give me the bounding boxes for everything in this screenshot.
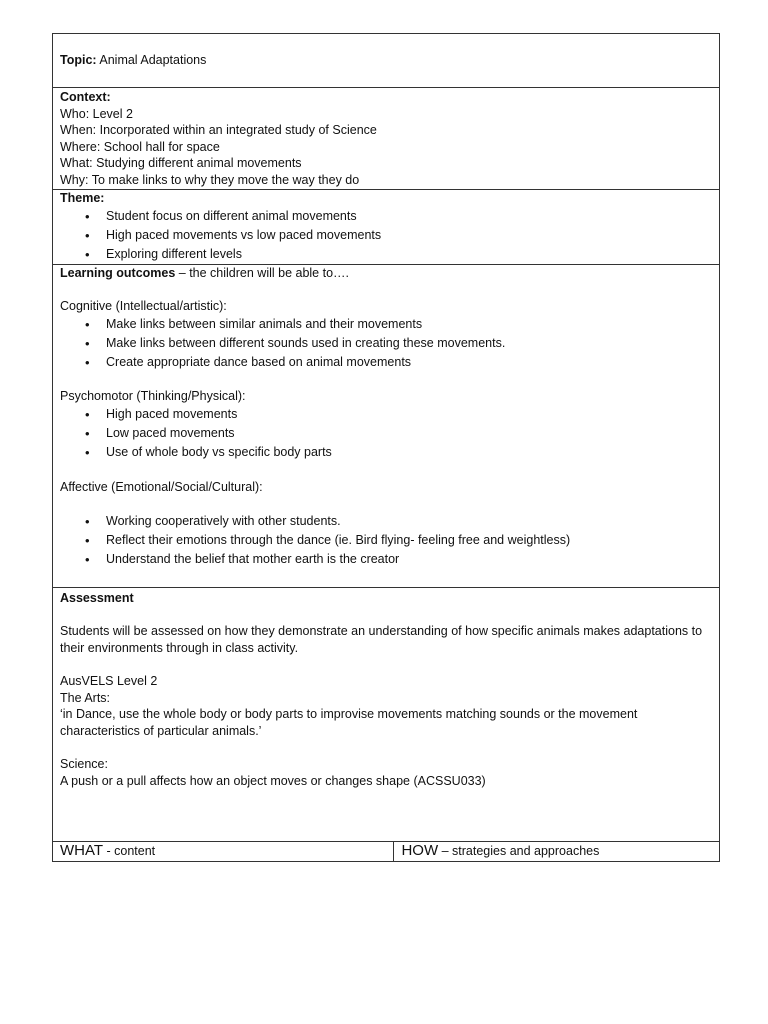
context-heading: Context: (60, 90, 111, 104)
outcomes-heading: Learning outcomes (60, 266, 176, 280)
topic-label: Topic: (60, 53, 97, 68)
theme-heading: Theme: (60, 191, 105, 205)
what-cell (53, 842, 394, 862)
cognitive-title: Cognitive (Intellectual/artistic): (60, 299, 227, 314)
how-cell (394, 842, 720, 862)
affective-item: • Working cooperatively with other students. (106, 512, 712, 531)
context-row (53, 88, 720, 190)
psychomotor-item: • Use of whole body vs specific body parts (106, 443, 712, 462)
theme-row (53, 190, 720, 265)
context-cell (53, 88, 720, 190)
assessment-cell (53, 588, 720, 842)
assessment-text: Students will be assessed on how they demonstrate an understanding of how specific animals makes adaptations to their environments through in class activity. (60, 624, 703, 655)
affective-item: • Understand the belief that mother earth is the creator (106, 550, 712, 569)
ausvels-label: AusVELS Level 2 (60, 673, 158, 688)
what-rest: - content (103, 844, 156, 859)
theme-item: • Exploring different levels (106, 245, 712, 264)
psychomotor-list (60, 405, 712, 462)
topic-value: Animal Adaptations (99, 53, 207, 68)
theme-item: • High paced movements vs low paced movements (106, 226, 712, 245)
psychomotor-title: Psychomotor (Thinking/Physical): (60, 389, 246, 404)
theme-list (60, 207, 712, 264)
affective-item: • Reflect their emotions through the dance (ie. Bird flying- feeling free and weightless) (106, 531, 712, 550)
context-where: Where: School hall for space (60, 139, 220, 154)
arts-text: ‘in Dance, use the whole body or body parts to improvise movements matching sounds or the movement characteristics of particular animals.’ (60, 707, 638, 738)
psychomotor-item: • Low paced movements (106, 424, 712, 443)
lesson-plan-table (52, 33, 720, 862)
topic-row (53, 34, 720, 88)
cognitive-list (60, 315, 712, 372)
context-who: Who: Level 2 (60, 106, 133, 121)
science-text: A push or a pull affects how an object moves or changes shape (ACSSU033) (60, 773, 486, 788)
context-when: When: Incorporated within an integrated study of Science (60, 123, 377, 138)
how-rest: – strategies and approaches (438, 844, 600, 859)
outcomes-heading-rest: – the children will be able to…. (175, 266, 350, 280)
assessment-heading: Assessment (60, 591, 134, 605)
theme-cell (53, 190, 720, 265)
topic-cell (53, 34, 720, 88)
affective-title: Affective (Emotional/Social/Cultural): (60, 479, 263, 494)
arts-title: The Arts: (60, 690, 111, 705)
science-title: Science: (60, 756, 108, 771)
theme-item: • Student focus on different animal movements (106, 207, 712, 226)
how-label: HOW (401, 842, 439, 860)
affective-list (60, 512, 712, 569)
outcomes-row (53, 265, 720, 588)
outcomes-cell (53, 265, 720, 588)
outcomes-heading-line (60, 265, 712, 282)
footer-row (53, 842, 720, 862)
what-label: WHAT (60, 842, 104, 860)
context-what: What: Studying different animal movements (60, 156, 302, 171)
cognitive-item: • Create appropriate dance based on animal movements (106, 353, 712, 372)
cognitive-item: • Make links between similar animals and their movements (106, 315, 712, 334)
cognitive-item: • Make links between different sounds used in creating these movements. (106, 334, 712, 353)
assessment-row (53, 588, 720, 842)
context-why: Why: To make links to why they move the way they do (60, 172, 360, 187)
psychomotor-item: • High paced movements (106, 405, 712, 424)
